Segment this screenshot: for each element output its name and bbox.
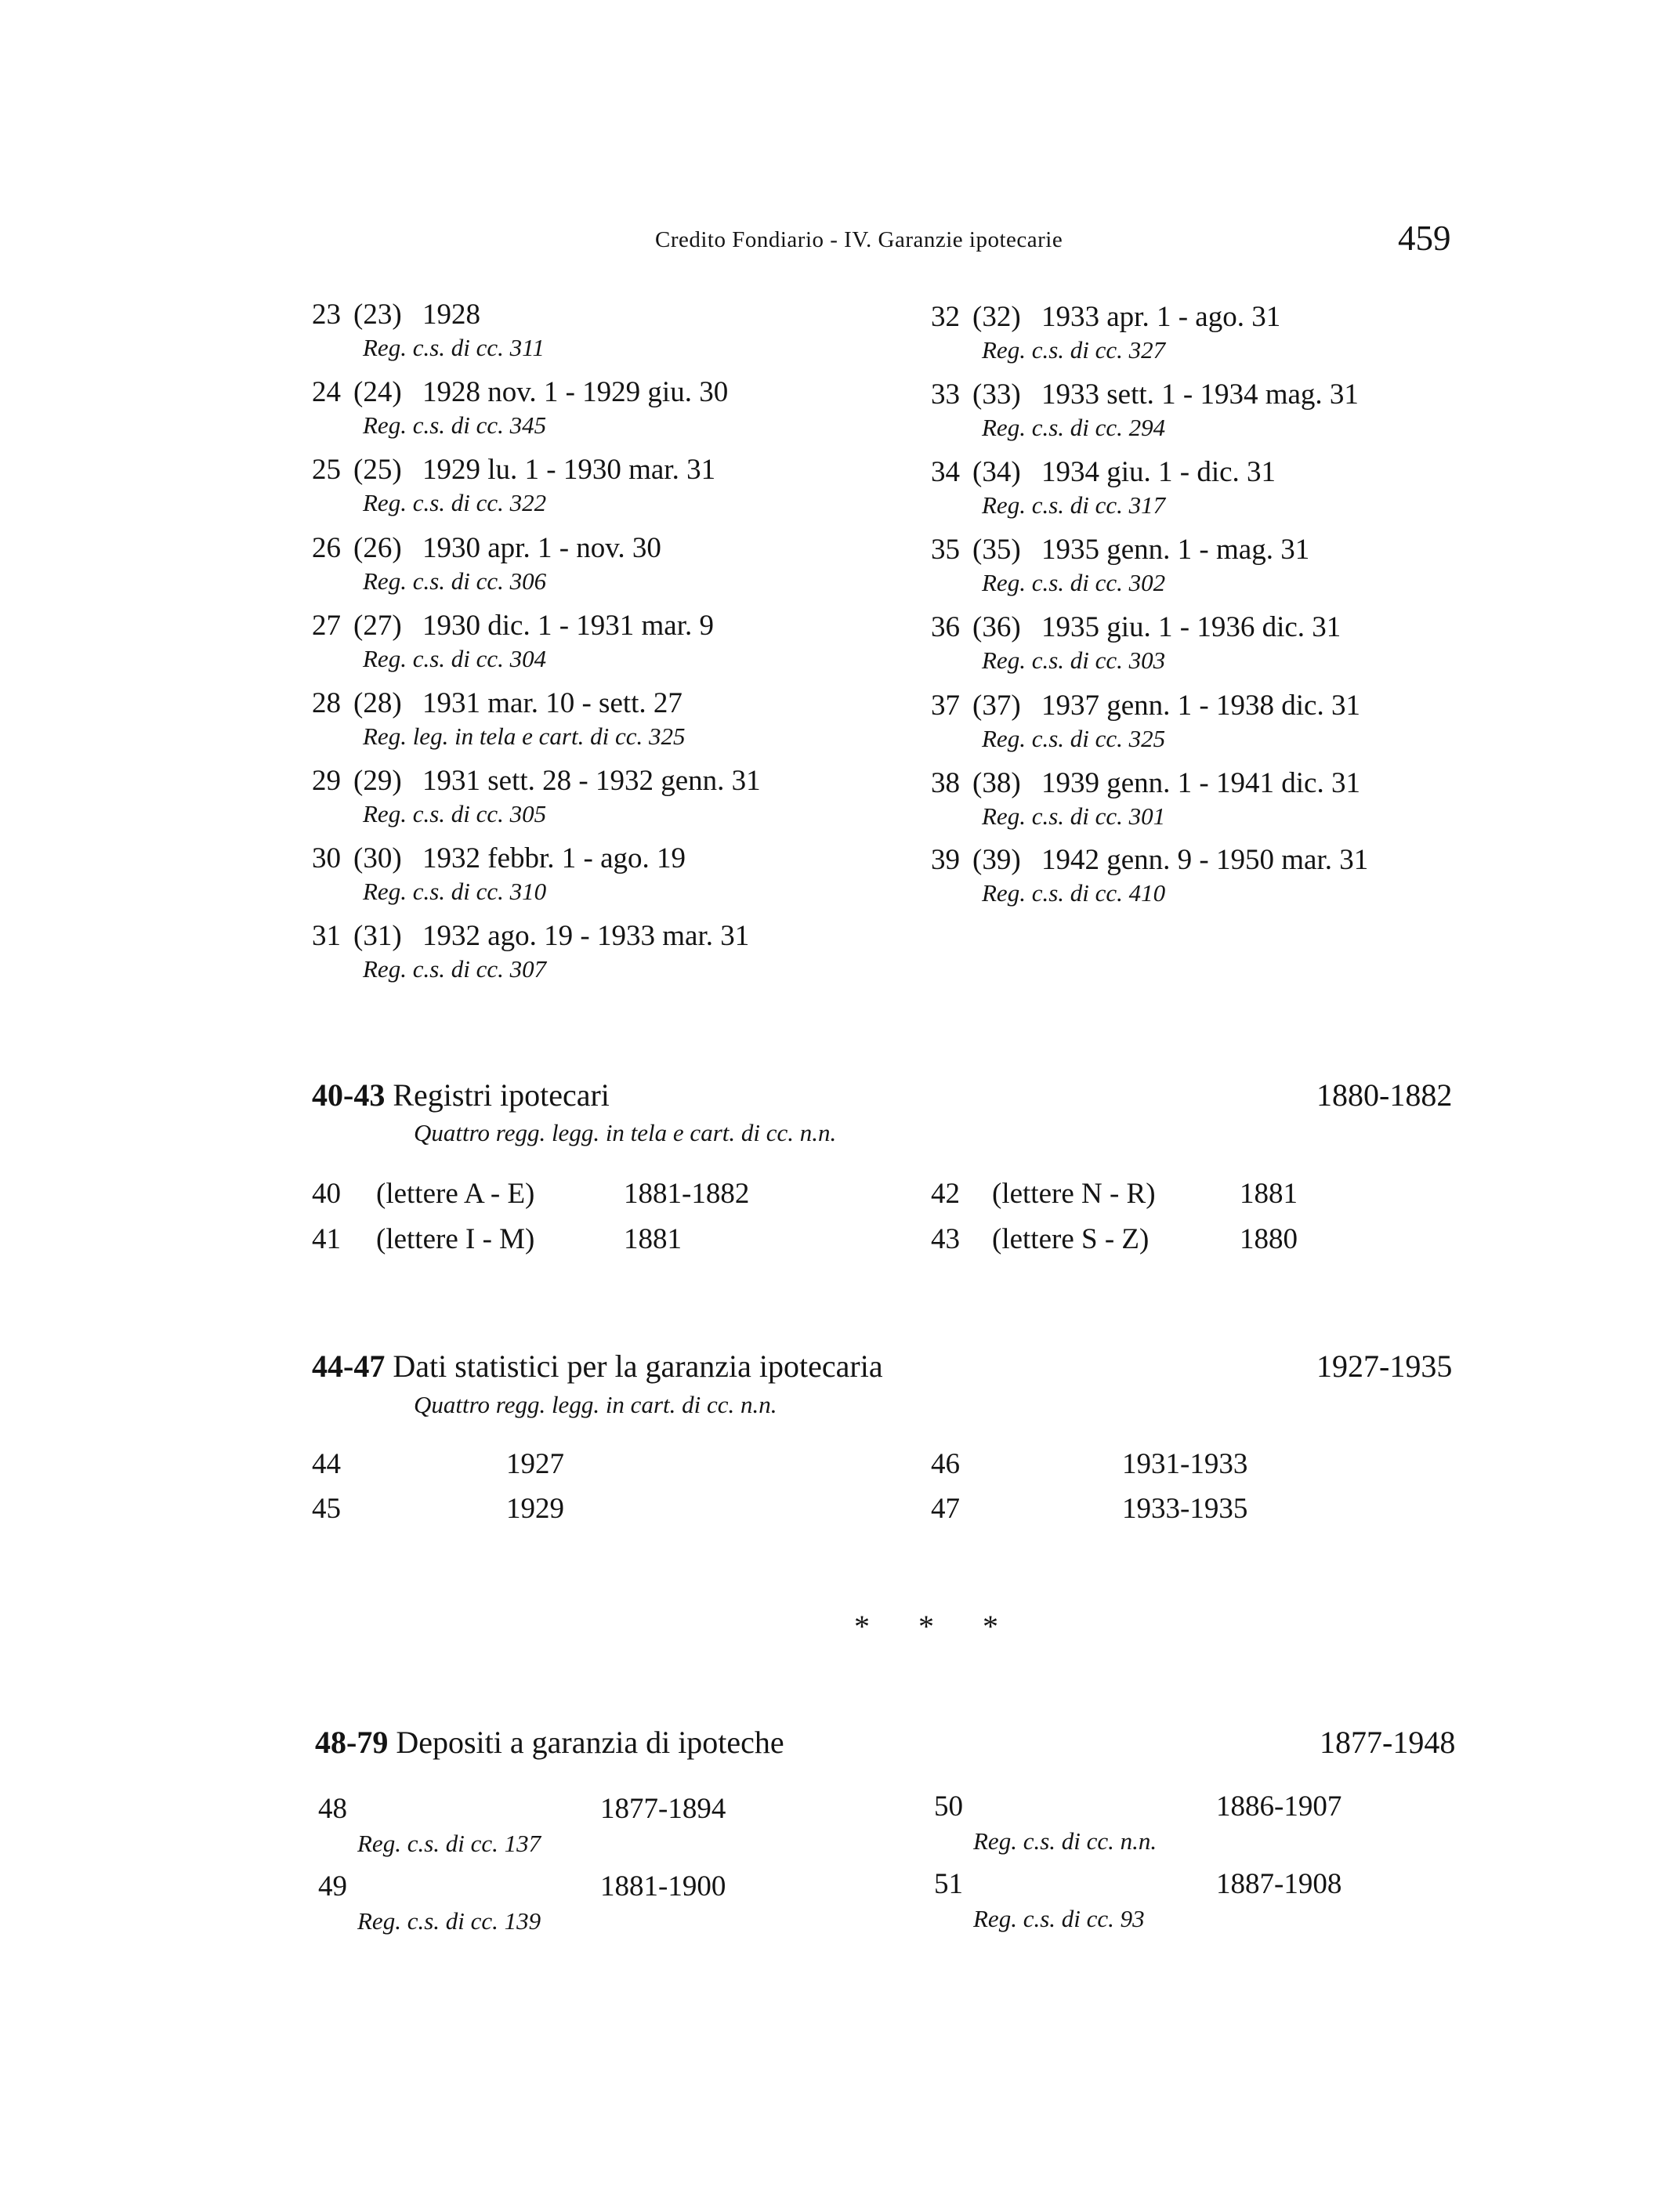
section-date-range: 1927-1935 <box>1316 1349 1453 1384</box>
entry-old-number: (28) <box>353 687 402 719</box>
entry-old-number: (26) <box>353 532 402 564</box>
entry-date: 1927 <box>506 1448 564 1480</box>
deposit-entry <box>318 1868 726 1937</box>
entry-description: Reg. leg. in tela e cart. di cc. 325 <box>363 722 686 750</box>
entry-description: Reg. c.s. di cc. 307 <box>363 955 547 983</box>
entry-number: 28 <box>312 687 341 719</box>
entry-old-number: (23) <box>353 299 402 331</box>
register-entry <box>312 531 661 597</box>
deposit-entry <box>934 1866 1342 1935</box>
entry-number: 45 <box>312 1493 341 1525</box>
entry-old-number: (39) <box>972 844 1021 876</box>
entry-number: 34 <box>931 456 960 488</box>
entry-date: 1930 apr. 1 - nov. 30 <box>422 532 661 564</box>
register-entry <box>931 843 1368 909</box>
entry-date: 1881-1882 <box>624 1178 750 1210</box>
section-date-range: 1877-1948 <box>1320 1725 1456 1760</box>
register-entry <box>931 610 1341 676</box>
entry-description: Reg. c.s. di cc. 325 <box>982 725 1166 752</box>
register-entry <box>931 300 1280 366</box>
section-code: 48-79 <box>315 1725 389 1760</box>
entry-number: 30 <box>312 842 341 874</box>
entry-number: 29 <box>312 765 341 797</box>
entry-date: 1939 genn. 1 - 1941 dic. 31 <box>1041 767 1360 799</box>
running-header: Credito Fondiario - IV. Garanzie ipotecarie <box>655 227 1063 252</box>
entry-date: 1877-1894 <box>600 1793 726 1825</box>
register-entry <box>312 686 686 752</box>
deposit-entry <box>934 1788 1342 1857</box>
entry-number: 32 <box>931 301 960 333</box>
section-heading-48-79 <box>315 1724 784 1761</box>
entry-description: Reg. c.s. di cc. 301 <box>982 802 1166 830</box>
entry-number: 35 <box>931 534 960 566</box>
entry-number: 25 <box>312 454 341 486</box>
section-date-range: 1880-1882 <box>1316 1077 1453 1113</box>
entry-date: 1881 <box>624 1223 682 1255</box>
register-entry <box>931 766 1360 832</box>
entry-number: 46 <box>931 1448 960 1480</box>
entry-date: 1935 giu. 1 - 1936 dic. 31 <box>1041 611 1341 643</box>
entry-number: 43 <box>931 1223 960 1255</box>
entry-description: Reg. c.s. di cc. n.n. <box>973 1827 1157 1855</box>
entry-description: Reg. c.s. di cc. 302 <box>982 569 1166 596</box>
entry-description: Reg. c.s. di cc. 345 <box>363 411 547 439</box>
entry-old-number: (38) <box>972 767 1021 799</box>
entry-date: 1937 genn. 1 - 1938 dic. 31 <box>1041 690 1360 722</box>
entry-number: 44 <box>312 1448 341 1480</box>
page-number: 459 <box>1398 219 1451 258</box>
entry-old-number: (31) <box>353 920 402 952</box>
entry-old-number: (27) <box>353 610 402 642</box>
section-description: Quattro regg. legg. in tela e cart. di cc. n.n. <box>414 1119 837 1146</box>
deposit-entry <box>318 1790 726 1859</box>
entry-number: 42 <box>931 1178 960 1210</box>
entry-letters: (lettere I - M) <box>376 1223 535 1255</box>
entry-number: 36 <box>931 611 960 643</box>
entry-number: 50 <box>934 1790 963 1823</box>
entry-description: Reg. c.s. di cc. 410 <box>982 879 1166 907</box>
entry-number: 51 <box>934 1868 963 1900</box>
entry-date: 1928 <box>422 299 480 331</box>
section-code: 40-43 <box>312 1077 386 1113</box>
entry-number: 38 <box>931 767 960 799</box>
entry-description: Reg. c.s. di cc. 306 <box>363 567 547 595</box>
entry-old-number: (25) <box>353 454 402 486</box>
entry-description: Reg. c.s. di cc. 310 <box>363 878 547 905</box>
entry-date: 1886-1907 <box>1216 1790 1342 1823</box>
entry-number: 26 <box>312 532 341 564</box>
register-entry <box>312 764 761 830</box>
register-entry <box>931 689 1360 755</box>
entry-letters: (lettere S - Z) <box>992 1223 1150 1255</box>
entry-date: 1881 <box>1240 1178 1298 1210</box>
entry-date: 1932 febbr. 1 - ago. 19 <box>422 842 686 874</box>
entry-number: 48 <box>318 1793 347 1825</box>
entry-number: 31 <box>312 920 341 952</box>
entry-description: Reg. c.s. di cc. 93 <box>973 1905 1145 1932</box>
section-title: Dati statistici per la garanzia ipotecaria <box>393 1349 883 1384</box>
entry-old-number: (29) <box>353 765 402 797</box>
entry-description: Reg. c.s. di cc. 137 <box>357 1830 541 1857</box>
entry-description: Reg. c.s. di cc. 139 <box>357 1907 541 1935</box>
entry-date: 1933 sett. 1 - 1934 mag. 31 <box>1041 378 1359 411</box>
entry-number: 33 <box>931 378 960 411</box>
register-entry <box>312 375 728 441</box>
entry-old-number: (35) <box>972 534 1021 566</box>
section-heading-44-47 <box>312 1348 883 1385</box>
section-description: Quattro regg. legg. in cart. di cc. n.n. <box>414 1391 777 1418</box>
entry-letters: (lettere A - E) <box>376 1178 535 1210</box>
entry-old-number: (36) <box>972 611 1021 643</box>
entry-old-number: (33) <box>972 378 1021 411</box>
entry-description: Reg. c.s. di cc. 294 <box>982 414 1166 441</box>
register-entry <box>931 533 1309 599</box>
register-entry <box>312 453 715 519</box>
entry-description: Reg. c.s. di cc. 327 <box>982 336 1166 364</box>
register-entry <box>312 919 749 985</box>
section-title: Registri ipotecari <box>393 1077 610 1113</box>
entry-date: 1931 mar. 10 - sett. 27 <box>422 687 682 719</box>
entry-date: 1931 sett. 28 - 1932 genn. 31 <box>422 765 761 797</box>
entry-description: Reg. c.s. di cc. 322 <box>363 489 547 516</box>
entry-number: 37 <box>931 690 960 722</box>
entry-date: 1932 ago. 19 - 1933 mar. 31 <box>422 920 750 952</box>
register-entry <box>312 842 686 907</box>
entry-date: 1933 apr. 1 - ago. 31 <box>1041 301 1281 333</box>
entry-number: 47 <box>931 1493 960 1525</box>
entry-number: 40 <box>312 1178 341 1210</box>
entry-old-number: (34) <box>972 456 1021 488</box>
entry-date: 1887-1908 <box>1216 1868 1342 1900</box>
entry-old-number: (32) <box>972 301 1021 333</box>
entry-date: 1934 giu. 1 - dic. 31 <box>1041 456 1276 488</box>
entry-old-number: (37) <box>972 690 1021 722</box>
entry-date: 1880 <box>1240 1223 1298 1255</box>
entry-number: 41 <box>312 1223 341 1255</box>
section-separator: * * * <box>854 1609 1019 1644</box>
entry-date: 1933-1935 <box>1122 1493 1248 1525</box>
entry-description: Reg. c.s. di cc. 311 <box>363 334 545 361</box>
section-title: Depositi a garanzia di ipoteche <box>396 1725 784 1760</box>
entry-old-number: (24) <box>353 376 402 408</box>
entry-letters: (lettere N - R) <box>992 1178 1156 1210</box>
entry-number: 49 <box>318 1870 347 1903</box>
register-entry <box>931 378 1359 444</box>
entry-date: 1942 genn. 9 - 1950 mar. 31 <box>1041 844 1369 876</box>
entry-number: 23 <box>312 299 341 331</box>
entry-date: 1928 nov. 1 - 1929 giu. 30 <box>422 376 729 408</box>
register-entry <box>312 609 714 675</box>
entry-number: 24 <box>312 376 341 408</box>
entry-description: Reg. c.s. di cc. 317 <box>982 491 1166 519</box>
entry-date: 1881-1900 <box>600 1870 726 1903</box>
section-heading-40-43 <box>312 1077 610 1113</box>
entry-number: 27 <box>312 610 341 642</box>
entry-date: 1929 lu. 1 - 1930 mar. 31 <box>422 454 716 486</box>
entry-description: Reg. c.s. di cc. 303 <box>982 646 1166 674</box>
entry-description: Reg. c.s. di cc. 304 <box>363 645 547 672</box>
entry-old-number: (30) <box>353 842 402 874</box>
section-code: 44-47 <box>312 1349 386 1384</box>
register-entry <box>312 298 545 364</box>
entry-date: 1929 <box>506 1493 564 1525</box>
entry-date: 1935 genn. 1 - mag. 31 <box>1041 534 1310 566</box>
register-entry <box>931 455 1276 521</box>
entry-date: 1930 dic. 1 - 1931 mar. 9 <box>422 610 715 642</box>
entry-description: Reg. c.s. di cc. 305 <box>363 800 547 827</box>
entry-number: 39 <box>931 844 960 876</box>
entry-date: 1931-1933 <box>1122 1448 1248 1480</box>
